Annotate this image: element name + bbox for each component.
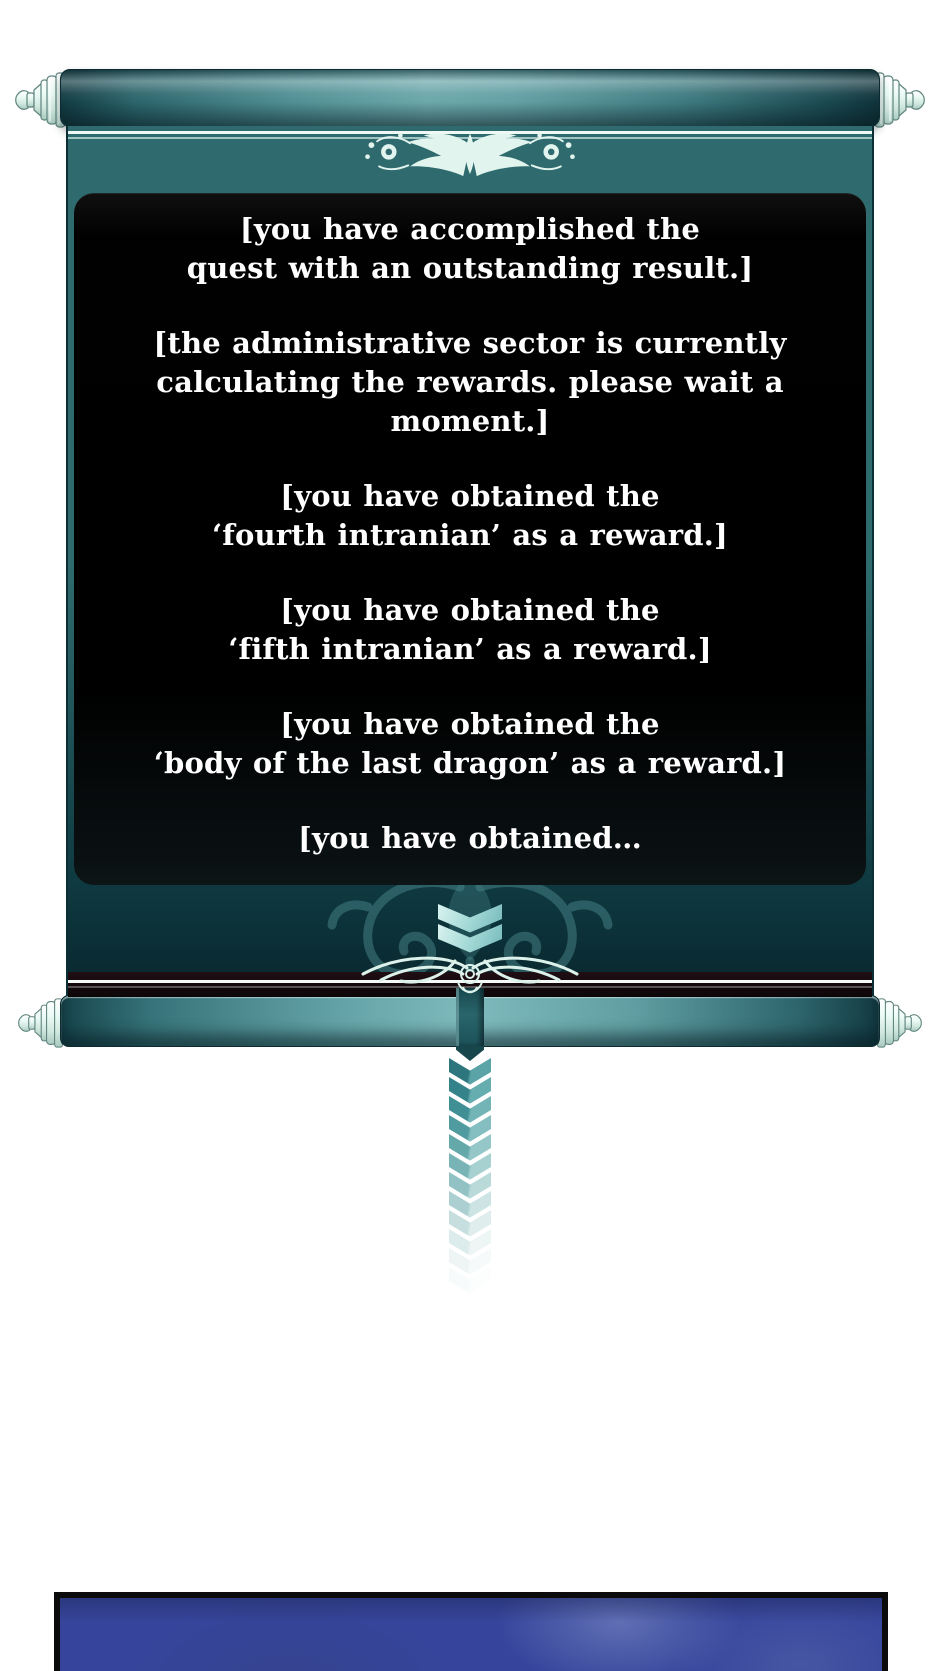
system-message xyxy=(74,324,866,441)
message-line: ‘fifth intranian’ as a reward.] xyxy=(228,632,712,666)
scroll-rod-top xyxy=(60,69,880,127)
message-line: calculating the rewards. please wait a moment.] xyxy=(156,365,784,438)
system-message xyxy=(74,477,866,555)
tribal-ornament-icon xyxy=(355,952,585,1000)
message-line: [you have obtained… xyxy=(298,821,642,855)
message-line: [you have obtained the xyxy=(280,707,660,741)
message-panel xyxy=(74,193,866,885)
message-line: [you have accomplished the xyxy=(239,212,701,246)
next-panel xyxy=(54,1592,888,1671)
sky-background xyxy=(60,1598,882,1671)
chevron-double-down-icon xyxy=(438,904,502,944)
system-message xyxy=(74,819,866,858)
message-line: [the administrative sector is currently xyxy=(153,326,787,360)
scroll-body xyxy=(66,126,874,997)
system-message xyxy=(74,705,866,783)
message-line: [you have obtained the xyxy=(280,479,660,513)
system-message xyxy=(74,210,866,288)
message-line: ‘body of the last dragon’ as a reward.] xyxy=(153,746,787,780)
palmette-ornament-icon xyxy=(352,120,588,178)
message-line: [you have obtained the xyxy=(280,593,660,627)
system-message xyxy=(74,591,866,669)
message-line: quest with an outstanding result.] xyxy=(186,251,754,285)
message-line: ‘fourth intranian’ as a reward.] xyxy=(212,518,728,552)
chevron-down-trail-icon xyxy=(449,1058,491,1286)
